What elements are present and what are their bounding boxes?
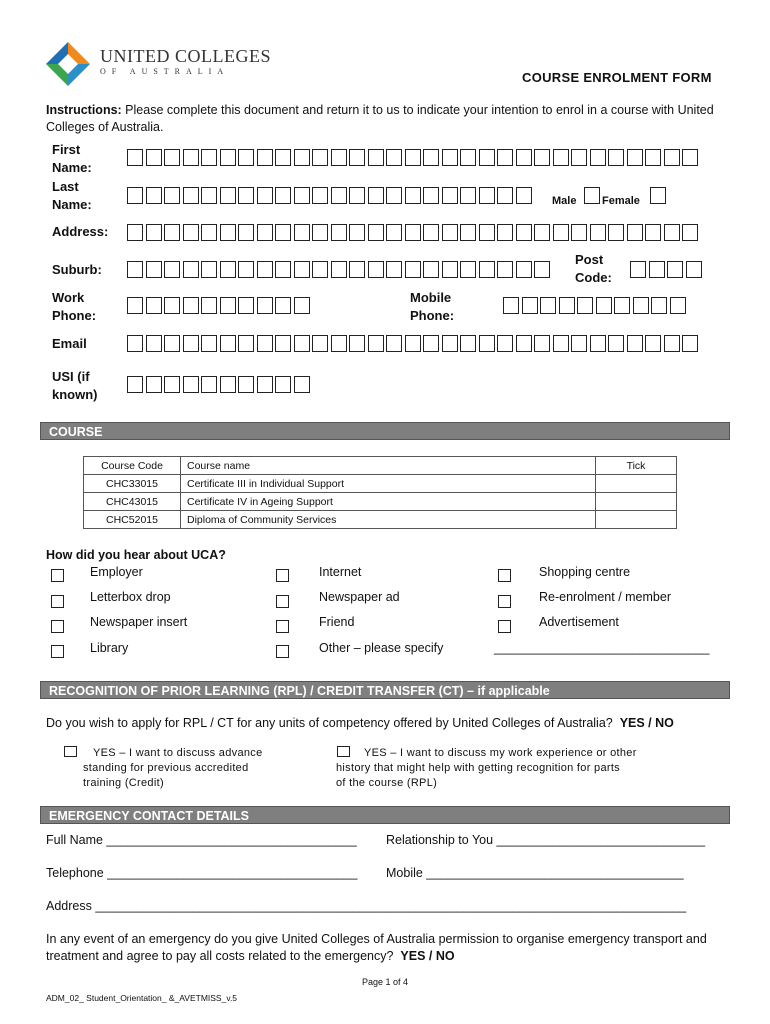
emergency-mobile-field[interactable]: Mobile _____________________________________ [386,866,684,880]
re-enrolment-checkbox[interactable] [498,595,511,608]
char-box[interactable] [534,261,550,278]
char-box[interactable] [201,187,217,204]
char-box[interactable] [220,224,236,241]
logo-subtitle: OF AUSTRALIA [100,67,230,76]
emergency-yes-no[interactable]: YES / NO [400,949,455,963]
char-box[interactable] [294,297,310,314]
char-box[interactable] [405,149,421,166]
char-box[interactable] [423,335,439,352]
rpl-credit-checkbox[interactable] [64,746,77,757]
char-box[interactable] [386,187,402,204]
char-box[interactable] [682,224,698,241]
char-box[interactable] [423,187,439,204]
instructions-label: Instructions: [46,103,122,117]
char-box[interactable] [164,261,180,278]
char-box[interactable] [645,224,661,241]
hear-question: How did you hear about UCA? [46,548,226,562]
library-label: Library [90,641,129,655]
course-name: Certificate IV in Ageing Support [181,493,596,511]
char-box[interactable] [164,297,180,314]
usi-boxes[interactable] [127,376,312,393]
char-box[interactable] [627,224,643,241]
char-box[interactable] [497,224,513,241]
char-box[interactable] [201,335,217,352]
first-name-label: First Name: [52,142,92,175]
char-box[interactable] [331,187,347,204]
char-box[interactable] [220,261,236,278]
friend-label: Friend [319,615,355,629]
newspaper-ad-label: Newspaper ad [319,590,400,604]
char-box[interactable] [146,376,162,393]
char-box[interactable] [608,224,624,241]
char-box[interactable] [257,335,273,352]
char-box[interactable] [275,149,291,166]
usi-label: USI (if known) [52,369,98,402]
char-box[interactable] [682,335,698,352]
other-label: Other – please specify [319,641,444,655]
char-box[interactable] [238,187,254,204]
rpl-credit-option: YES – I want to discuss advance standing for previous accredited training (Credit) [83,747,263,789]
char-box[interactable] [516,187,532,204]
char-box[interactable] [479,261,495,278]
char-box[interactable] [349,335,365,352]
char-box[interactable] [368,149,384,166]
char-box[interactable] [349,261,365,278]
char-box[interactable] [386,149,402,166]
document-code: ADM_02_ Student_Orientation_ &_AVETMISS_v.5 [46,993,238,1003]
char-box[interactable] [201,376,217,393]
char-box[interactable] [608,335,624,352]
char-box[interactable] [682,149,698,166]
char-box[interactable] [460,261,476,278]
char-box[interactable] [127,261,143,278]
other-checkbox[interactable] [276,645,289,658]
char-box[interactable] [238,376,254,393]
char-box[interactable] [405,224,421,241]
char-box[interactable] [294,187,310,204]
mobile-phone-label: Mobile Phone: [410,290,455,323]
course-code-header: Course Code [84,457,181,475]
char-box[interactable] [479,187,495,204]
char-box[interactable] [312,335,328,352]
course-name: Diploma of Community Services [181,511,596,529]
course-tick-cell[interactable] [596,511,677,529]
char-box[interactable] [368,335,384,352]
char-box[interactable] [423,261,439,278]
char-box[interactable] [386,261,402,278]
char-box[interactable] [670,297,686,314]
char-box[interactable] [331,149,347,166]
char-box[interactable] [257,149,273,166]
char-box[interactable] [664,224,680,241]
email-boxes[interactable] [127,335,701,352]
advertisement-label: Advertisement [539,615,619,629]
course-code: CHC33015 [84,475,181,493]
char-box[interactable] [220,187,236,204]
course-name-header: Course name [181,457,596,475]
char-box[interactable] [368,224,384,241]
other-specify-input[interactable]: _______________________________ [494,641,710,655]
char-box[interactable] [368,261,384,278]
char-box[interactable] [312,149,328,166]
char-box[interactable] [294,149,310,166]
char-box[interactable] [275,224,291,241]
char-box[interactable] [294,376,310,393]
char-box[interactable] [522,297,538,314]
char-box[interactable] [649,261,665,278]
char-box[interactable] [201,261,217,278]
char-box[interactable] [257,376,273,393]
shopping-centre-checkbox[interactable] [498,569,511,582]
char-box[interactable] [442,224,458,241]
female-label: Female [602,195,640,207]
char-box[interactable] [127,224,143,241]
char-box[interactable] [238,149,254,166]
course-section-header: COURSE [40,422,730,440]
char-box[interactable] [664,149,680,166]
char-box[interactable] [571,224,587,241]
char-box[interactable] [553,224,569,241]
char-box[interactable] [183,376,199,393]
char-box[interactable] [651,297,667,314]
course-code: CHC52015 [84,511,181,529]
char-box[interactable] [479,335,495,352]
male-checkbox[interactable] [584,187,600,204]
char-box[interactable] [312,261,328,278]
char-box[interactable] [294,335,310,352]
re-enrolment-label: Re-enrolment / member [539,590,671,604]
internet-label: Internet [319,565,362,579]
char-box[interactable] [127,187,143,204]
char-box[interactable] [331,335,347,352]
course-tick-cell[interactable] [596,475,677,493]
char-box[interactable] [627,335,643,352]
char-box[interactable] [460,187,476,204]
char-box[interactable] [497,149,513,166]
emergency-address-field[interactable]: Address _____________________________________________________________________________________ [46,899,687,913]
letterbox-checkbox[interactable] [51,595,64,608]
table-row [84,511,677,529]
char-box[interactable] [275,335,291,352]
char-box[interactable] [667,261,683,278]
char-box[interactable] [577,297,593,314]
library-checkbox[interactable] [51,645,64,658]
course-name: Certificate III in Individual Support [181,475,596,493]
emergency-section-header: EMERGENCY CONTACT DETAILS [40,806,730,824]
char-box[interactable] [220,376,236,393]
suburb-label: Suburb: [52,262,102,277]
char-box[interactable] [460,224,476,241]
char-box[interactable] [540,297,556,314]
char-box[interactable] [479,224,495,241]
char-box[interactable] [590,335,606,352]
char-box[interactable] [503,297,519,314]
char-box[interactable] [275,187,291,204]
suburb-boxes[interactable] [127,261,553,278]
char-box[interactable] [405,261,421,278]
newspaper-insert-checkbox[interactable] [51,620,64,633]
char-box[interactable] [127,335,143,352]
char-box[interactable] [627,149,643,166]
char-box[interactable] [516,149,532,166]
page-number: Page 1 of 4 [362,977,409,987]
char-box[interactable] [460,149,476,166]
tick-header: Tick [596,457,677,475]
course-table-header-row [84,457,677,475]
char-box[interactable] [164,335,180,352]
char-box[interactable] [630,261,646,278]
work-phone-boxes[interactable] [127,297,312,314]
char-box[interactable] [220,335,236,352]
address-label: Address: [52,224,109,239]
emergency-permission-text: In any event of an emergency do you give United Colleges of Australia permission to organise emergency transport and treatment and agree to pay all costs related to the emergency? YES / NO [46,932,707,963]
char-box[interactable] [386,335,402,352]
char-box[interactable] [294,261,310,278]
char-box[interactable] [497,335,513,352]
last-name-boxes[interactable] [127,187,534,204]
char-box[interactable] [405,335,421,352]
char-box[interactable] [633,297,649,314]
char-box[interactable] [645,335,661,352]
post-code-label: Post Code: [575,252,612,285]
address-boxes[interactable] [127,224,701,241]
char-box[interactable] [183,149,199,166]
table-row [84,493,677,511]
char-box[interactable] [220,149,236,166]
char-box[interactable] [275,261,291,278]
char-box[interactable] [238,224,254,241]
form-title: COURSE ENROLMENT FORM [522,70,712,85]
char-box[interactable] [479,149,495,166]
char-box[interactable] [294,224,310,241]
char-box[interactable] [312,187,328,204]
char-box[interactable] [571,149,587,166]
char-box[interactable] [516,224,532,241]
char-box[interactable] [331,224,347,241]
char-box[interactable] [534,335,550,352]
char-box[interactable] [442,149,458,166]
char-box[interactable] [312,224,328,241]
rpl-yes-no[interactable]: YES / NO [619,716,674,730]
char-box[interactable] [146,224,162,241]
char-box[interactable] [201,297,217,314]
char-box[interactable] [257,187,273,204]
char-box[interactable] [442,187,458,204]
emergency-telephone-field[interactable]: Telephone ____________________________________ [46,866,358,880]
letterbox-label: Letterbox drop [90,590,171,604]
rpl-question: Do you wish to apply for RPL / CT for any units of competency offered by United Colleges of Australia? YES / NO [46,716,674,730]
char-box[interactable] [386,224,402,241]
table-row [84,475,677,493]
course-table [83,456,677,529]
char-box[interactable] [275,376,291,393]
char-box[interactable] [164,149,180,166]
emergency-full-name-field[interactable]: Full Name ____________________________________ [46,833,357,847]
char-box[interactable] [442,261,458,278]
char-box[interactable] [516,261,532,278]
char-box[interactable] [405,187,421,204]
char-box[interactable] [127,376,143,393]
male-label: Male [552,195,577,207]
rpl-experience-option: YES – I want to discuss my work experience or other history that might help with getting recognition for parts of the course (RPL) [336,747,637,789]
char-box[interactable] [257,224,273,241]
char-box[interactable] [127,297,143,314]
instructions-text: Please complete this document and return it to us to indicate your intention to enrol in a course with United Colleges of Australia. [46,103,714,134]
char-box[interactable] [368,187,384,204]
last-name-label: Last Name: [52,179,92,212]
char-box[interactable] [275,297,291,314]
uca-logo-icon [44,40,92,88]
char-box[interactable] [349,149,365,166]
email-label: Email [52,336,87,351]
char-box[interactable] [608,149,624,166]
friend-checkbox[interactable] [276,620,289,633]
char-box[interactable] [553,335,569,352]
char-box[interactable] [559,297,575,314]
char-box[interactable] [183,224,199,241]
char-box[interactable] [553,149,569,166]
female-checkbox[interactable] [650,187,666,204]
char-box[interactable] [127,149,143,166]
char-box[interactable] [686,261,702,278]
char-box[interactable] [238,335,254,352]
char-box[interactable] [183,261,199,278]
char-box[interactable] [146,187,162,204]
char-box[interactable] [664,335,680,352]
employer-label: Employer [90,565,143,579]
char-box[interactable] [257,297,273,314]
char-box[interactable] [534,149,550,166]
char-box[interactable] [590,149,606,166]
char-box[interactable] [423,224,439,241]
char-box[interactable] [596,297,612,314]
char-box[interactable] [238,261,254,278]
char-box[interactable] [534,224,550,241]
char-box[interactable] [146,297,162,314]
char-box[interactable] [614,297,630,314]
internet-checkbox[interactable] [276,569,289,582]
rpl-section-header: RECOGNITION OF PRIOR LEARNING (RPL) / CREDIT TRANSFER (CT) – if applicable [40,681,730,699]
post-code-boxes[interactable] [630,261,704,278]
char-box[interactable] [183,335,199,352]
char-box[interactable] [442,335,458,352]
char-box[interactable] [571,335,587,352]
course-code: CHC43015 [84,493,181,511]
work-phone-label: Work Phone: [52,290,97,323]
char-box[interactable] [349,187,365,204]
char-box[interactable] [645,149,661,166]
char-box[interactable] [146,335,162,352]
mobile-phone-boxes[interactable] [503,297,688,314]
char-box[interactable] [516,335,532,352]
char-box[interactable] [220,297,236,314]
first-name-boxes[interactable] [127,149,701,166]
char-box[interactable] [331,261,347,278]
instructions [46,102,736,136]
char-box[interactable] [183,297,199,314]
char-box[interactable] [201,149,217,166]
char-box[interactable] [423,149,439,166]
char-box[interactable] [238,297,254,314]
char-box[interactable] [349,224,365,241]
newspaper-insert-label: Newspaper insert [90,615,188,629]
char-box[interactable] [590,224,606,241]
char-box[interactable] [146,261,162,278]
char-box[interactable] [164,376,180,393]
char-box[interactable] [257,261,273,278]
char-box[interactable] [146,149,162,166]
shopping-centre-label: Shopping centre [539,565,631,579]
char-box[interactable] [164,224,180,241]
emergency-relationship-field[interactable]: Relationship to You ______________________________ [386,833,706,847]
char-box[interactable] [164,187,180,204]
char-box[interactable] [183,187,199,204]
advertisement-checkbox[interactable] [498,620,511,633]
char-box[interactable] [497,261,513,278]
course-tick-cell[interactable] [596,493,677,511]
char-box[interactable] [497,187,513,204]
newspaper-ad-checkbox[interactable] [276,595,289,608]
char-box[interactable] [201,224,217,241]
logo-name: UNITED COLLEGES [100,46,271,66]
char-box[interactable] [460,335,476,352]
employer-checkbox[interactable] [51,569,64,582]
